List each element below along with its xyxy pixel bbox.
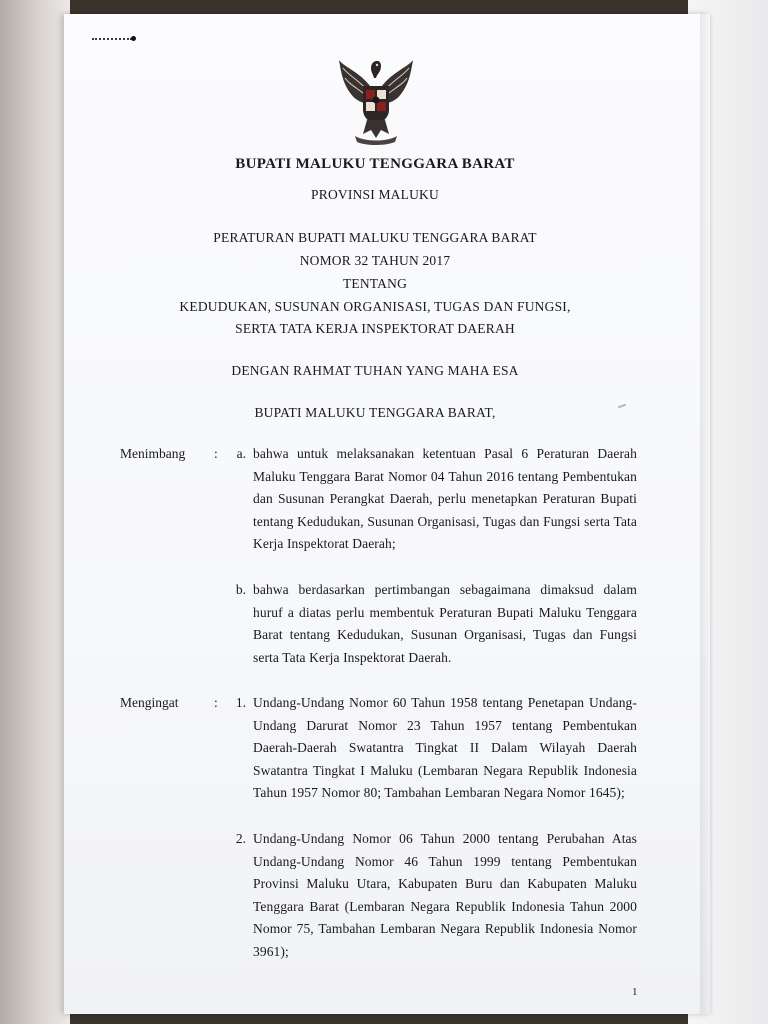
- scan-background-left: [0, 0, 70, 1024]
- menimbang-colon: :: [214, 446, 218, 461]
- subject-line-1: KEDUDUKAN, SUSUNAN ORGANISASI, TUGAS DAN FUNGSI,: [179, 299, 571, 314]
- menimbang-item-a: bahwa untuk melaksanakan ketentuan Pasal 6 Peraturan Daerah Maluku Tenggara Barat Nomor 04 Tahun 2016 tentang Pembentukan dan Susunan Perangkat Daerah, perlu menetapkan Peraturan Bupati tentang Kedudukan, Susunan Organisasi, Tugas dan Fungsi serta Tata Kerja Inspektorat Daerah;: [253, 446, 637, 551]
- mengingat-colon: :: [214, 695, 218, 710]
- menimbang-item-b: bahwa berdasarkan pertimbangan sebagaimana dimaksud dalam huruf a diatas perlu membentuk Peraturan Bupati Maluku Tenggara Barat tentang Kedudukan, Susunan Organisasi, Tugas dan Fungsi serta Tata Kerja Inspektorat Daerah.: [253, 582, 637, 665]
- menimbang-marker-a: a.: [236, 446, 246, 461]
- enactor-line: BUPATI MALUKU TENGGARA BARAT,: [254, 405, 496, 420]
- mengingat-item-1: Undang-Undang Nomor 60 Tahun 1958 tentang Penetapan Undang-Undang Darurat Nomor 23 Tahun 1957 tentang Pembentukan Daerah-Daerah Swatantra Tingkat II Dalam Wilayah Daerah Swatantra Tingkat I Maluku (Lembaran Negara Republik Indonesia Tahun 1957 Nomor 80; Tambahan Lembaran Negara Nomor 1645);: [253, 695, 637, 800]
- regulation-line: PERATURAN BUPATI MALUKU TENGGARA BARAT: [213, 230, 537, 245]
- mengingat-item-2: Undang-Undang Nomor 06 Tahun 2000 tentang Perubahan Atas Undang-Undang Nomor 46 Tahun 1999 tentang Pembentukan Provinsi Maluku Utara, Kabupaten Buru dan Kabupaten Maluku Tenggara Barat (Lembaran Negara Republik Indonesia Tahun 2000 Nomor 75, Tambahan Lembaran Negara Republik Indonesia Nomor 3961);: [253, 831, 637, 959]
- province-line: PROVINSI MALUKU: [311, 187, 439, 202]
- regulation-number: NOMOR 32 TAHUN 2017: [299, 253, 451, 268]
- page-edge-shadow: [700, 14, 712, 1014]
- about-line: TENTANG: [342, 276, 408, 291]
- mengingat-marker-1: 1.: [235, 695, 246, 710]
- staple-mark: [92, 38, 132, 44]
- menimbang-marker-b: b.: [235, 582, 246, 597]
- subject-line-2: SERTA TATA KERJA INSPEKTORAT DAERAH: [235, 321, 515, 336]
- authority-title: BUPATI MALUKU TENGGARA BARAT: [235, 156, 515, 172]
- menimbang-label: Menimbang: [120, 446, 186, 461]
- mengingat-label: Mengingat: [120, 695, 179, 710]
- page-number: 1: [632, 986, 638, 998]
- mengingat-marker-2: 2.: [235, 831, 246, 846]
- garuda-emblem-icon: [333, 50, 419, 146]
- invocation-line: DENGAN RAHMAT TUHAN YANG MAHA ESA: [231, 363, 519, 378]
